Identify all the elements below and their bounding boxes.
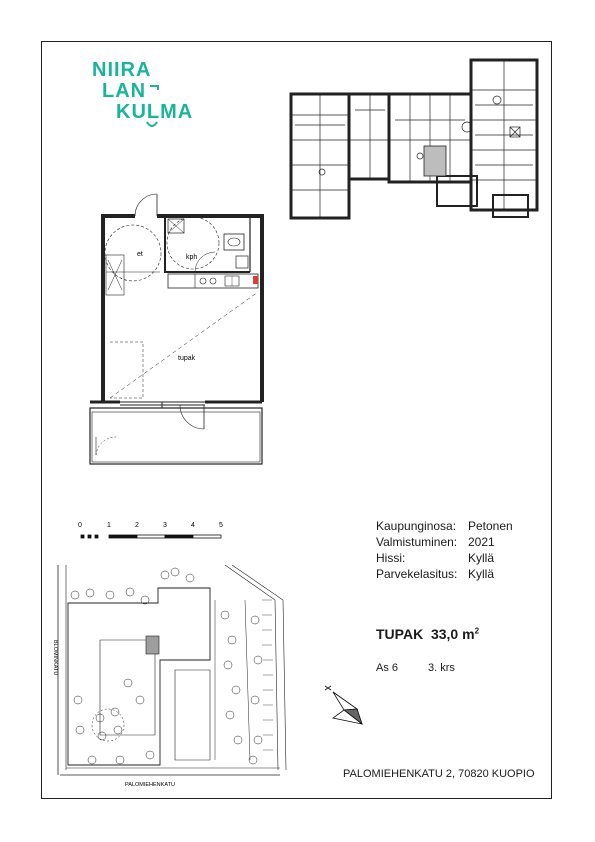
info-row-balcony-glazing	[376, 566, 513, 582]
room-label-kph: kph	[186, 254, 198, 261]
apartment-floor: 3. krs	[428, 662, 455, 674]
scale-tick-0: 0	[78, 522, 82, 529]
scale-bar	[81, 535, 221, 538]
north-arrow-icon	[325, 686, 362, 724]
property-info	[376, 518, 513, 582]
room-label-tupak: tupak	[178, 355, 196, 362]
apartment-area: 33,0 m	[430, 626, 475, 642]
info-label: Parvekelasitus:	[376, 567, 458, 581]
electrical-panel-marker	[253, 276, 258, 284]
street-label-west: BLOMINKATU	[52, 640, 58, 676]
scale-tick-2: 2	[135, 522, 139, 529]
logo-line-2: LAN	[102, 80, 147, 102]
key-plan-apartment-highlight	[424, 146, 446, 176]
room-label-et: et	[137, 251, 143, 258]
info-label: Valmistuminen:	[376, 535, 458, 549]
property-address: PALOMIEHENKATU 2, 70820 KUOPIO	[343, 768, 535, 780]
scale-tick-5: 5	[219, 522, 223, 529]
scale-tick-4: 4	[191, 522, 195, 529]
scale-tick-1: 1	[107, 522, 111, 529]
info-value: Kyllä	[468, 551, 495, 565]
floor-plan	[90, 194, 262, 464]
info-row-district	[376, 518, 513, 534]
info-label: Kaupunginosa:	[376, 519, 457, 533]
street-label-south: PALOMIEHENKATU	[125, 782, 175, 788]
info-value: 2021	[468, 535, 495, 549]
area-unit-superscript: 2	[474, 626, 480, 636]
apartment-type: TUPAK	[376, 626, 424, 642]
apartment-number: As 6	[376, 662, 399, 674]
logo-line-3: KULMA	[116, 101, 194, 123]
site-plan	[58, 565, 286, 775]
apartment-meta	[376, 662, 455, 674]
apartment-type-area	[376, 626, 479, 642]
logo-line-1: NIIRA	[92, 59, 152, 81]
info-label: Hissi:	[376, 551, 406, 565]
info-row-completion	[376, 534, 513, 550]
site-plan-building-highlight	[146, 636, 159, 654]
scale-tick-3: 3	[163, 522, 167, 529]
logo-accents	[147, 86, 158, 126]
info-row-elevator	[376, 550, 513, 566]
info-value: Kyllä	[468, 567, 495, 581]
info-value: Petonen	[468, 519, 513, 533]
key-plan	[291, 60, 537, 218]
